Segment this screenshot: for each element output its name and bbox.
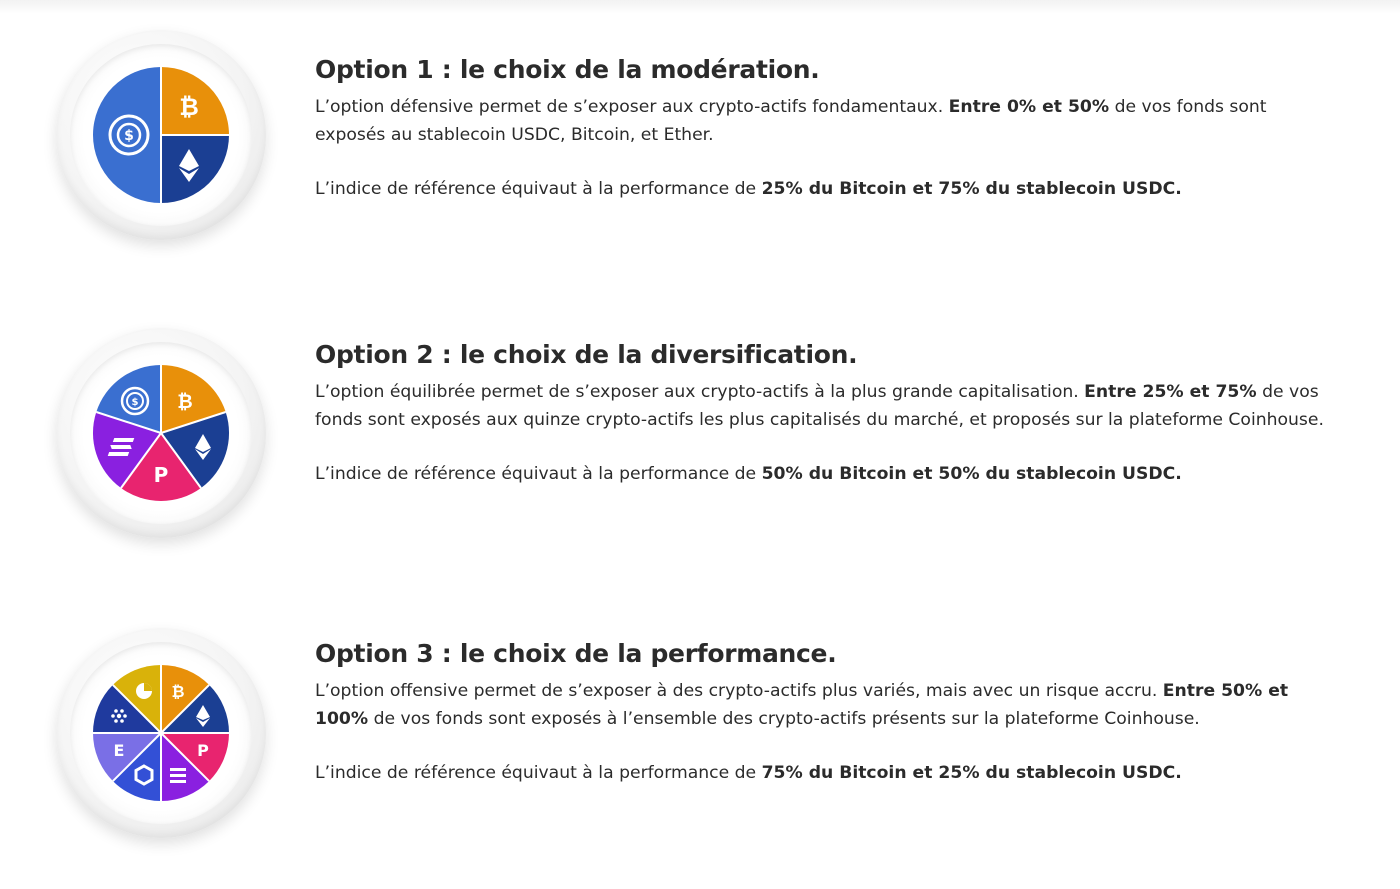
option-2-plate — [56, 328, 266, 538]
polkadot-icon — [197, 741, 209, 760]
option-3-text — [315, 639, 1335, 788]
option-3-plate — [56, 628, 266, 838]
option-2-title: Option 2 : le choix de la diversification. — [315, 340, 858, 369]
option-2-pie — [90, 362, 232, 504]
option-1-pie — [90, 64, 232, 206]
desc-bold: Entre 50% et 100% — [315, 681, 1289, 729]
solana-icon — [170, 768, 186, 783]
option-1-plate — [56, 30, 266, 240]
bench-prefix: L’indice de référence équivaut à la performance de — [315, 179, 762, 199]
svg-text:₿: ₿ — [177, 391, 193, 413]
bench-prefix: L’indice de référence équivaut à la performance de — [315, 464, 762, 484]
bench-prefix: L’indice de référence équivaut à la performance de — [315, 763, 762, 783]
svg-text:₿: ₿ — [171, 682, 185, 701]
option-3-description — [315, 678, 1335, 733]
bench-bold: 75% du Bitcoin et 25% du stablecoin USDC. — [761, 763, 1182, 783]
option-1-text — [315, 55, 1335, 204]
bench-bold: 25% du Bitcoin et 75% du stablecoin USDC. — [761, 179, 1182, 199]
desc-bold: Entre 0% et 50% — [948, 97, 1110, 117]
desc-bold: Entre 25% et 75% — [1084, 382, 1257, 402]
desc-part: L’option équilibrée permet de s’exposer aux crypto-actifs à la plus grande capitalisation. — [315, 382, 1085, 402]
option-1-description — [315, 94, 1335, 149]
ether-slice — [161, 135, 229, 203]
svg-text:P: P — [197, 741, 209, 760]
option-1-benchmark — [315, 176, 1335, 204]
desc-part: L’option offensive permet de s’exposer à des crypto-actifs plus variés, mais avec un risque accru. — [315, 681, 1163, 701]
extra-coin-icon — [136, 683, 152, 699]
option-3-benchmark — [315, 760, 1335, 788]
desc-part: de vos fonds sont exposés aux quinze crypto-actifs les plus capitalisés du marché, et proposés sur la plateforme Coinhouse. — [315, 382, 1324, 430]
top-shadow — [0, 0, 1400, 14]
polkadot-icon — [154, 463, 169, 487]
option-2-text — [315, 340, 1335, 489]
desc-part: L’option défensive permet de s’exposer aux crypto-actifs fondamentaux. — [315, 97, 949, 117]
bitcoin-icon — [179, 93, 199, 121]
desc-part: de vos fonds sont exposés au stablecoin USDC, Bitcoin, et Ether. — [315, 97, 1267, 145]
svg-text:$: $ — [124, 128, 134, 144]
option-3-title: Option 3 : le choix de la performance. — [315, 639, 837, 668]
option-2-description — [315, 379, 1335, 434]
svg-text:₿: ₿ — [179, 93, 199, 121]
desc-part: de vos fonds sont exposés à l’ensemble des crypto-actifs présents sur la plateforme Coinhouse. — [368, 708, 1200, 729]
bitcoin-icon — [171, 682, 184, 701]
option-2-benchmark — [315, 461, 1335, 489]
svg-text:P: P — [153, 463, 169, 487]
bench-bold: 50% du Bitcoin et 50% du stablecoin USDC. — [761, 464, 1182, 484]
elrond-icon — [114, 741, 125, 760]
svg-text:E: E — [113, 741, 125, 760]
option-1-title: Option 1 : le choix de la modération. — [315, 55, 820, 84]
bitcoin-icon — [177, 391, 192, 413]
option-3-pie — [90, 662, 232, 804]
svg-text:$: $ — [131, 397, 139, 408]
